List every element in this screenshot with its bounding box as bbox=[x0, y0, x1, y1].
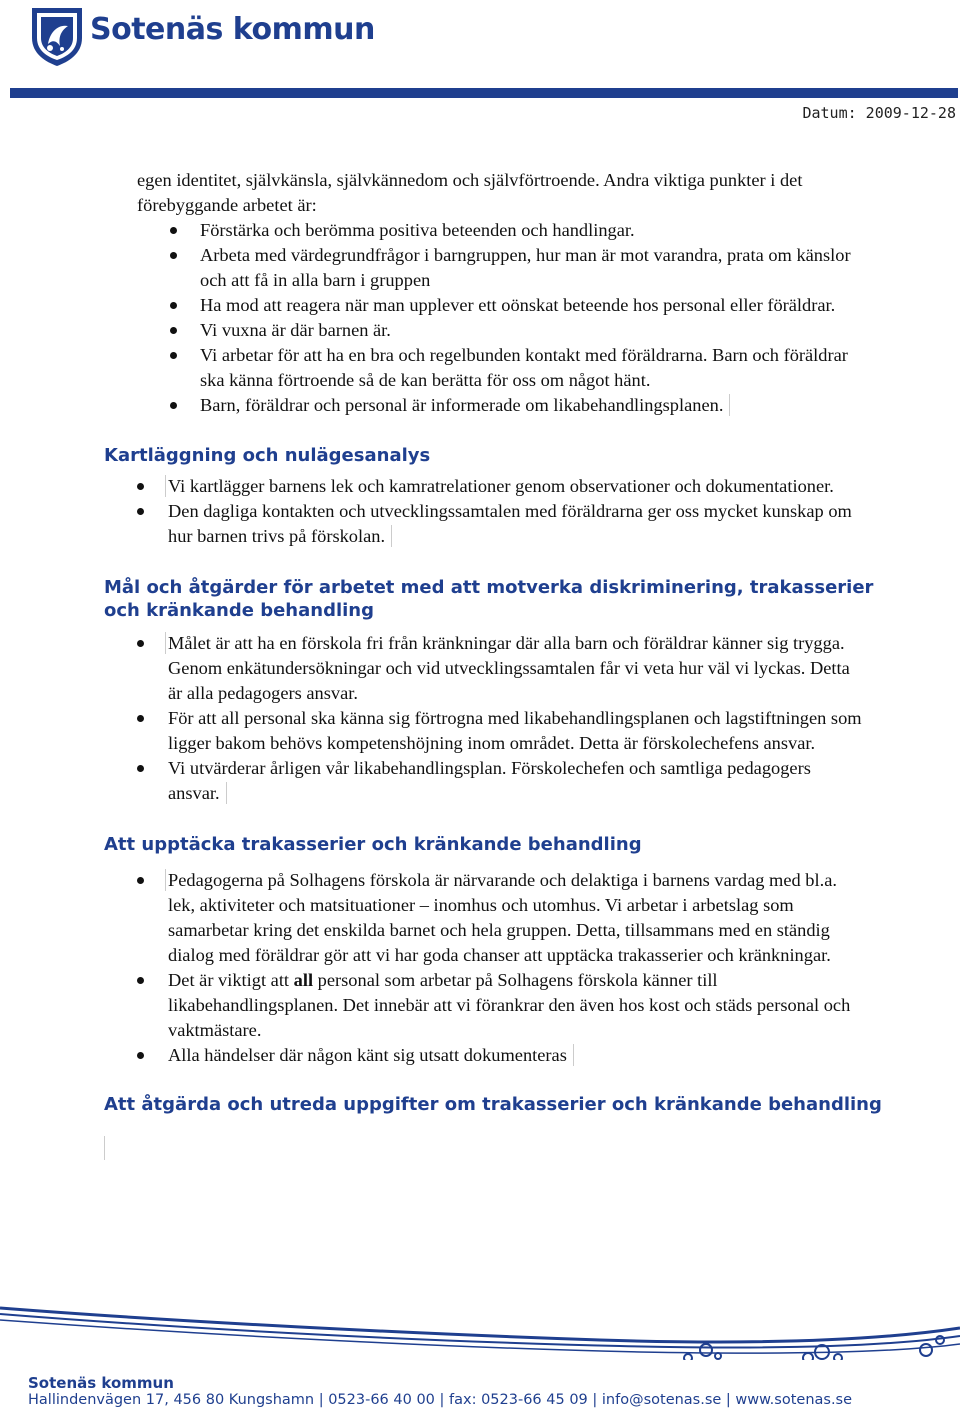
list-item bbox=[168, 631, 863, 706]
list-item: Arbeta med värdegrundfrågor i barngruppen, hur man är mot varandra, prata om känslor och att få in alla barn i gruppen bbox=[200, 243, 860, 293]
list-item-text: Vi utvärderar årligen vår likabehandlingsplan. Förskolechefen och samtliga pedagogers ansvar. bbox=[168, 758, 811, 803]
wave-bubbles-icon bbox=[0, 1300, 960, 1360]
list-item-text-before: Det är viktigt att bbox=[168, 970, 294, 990]
section-bullet-list bbox=[0, 631, 960, 806]
text-cursor-mark bbox=[573, 1044, 574, 1066]
document-date: Datum: 2009-12-28 bbox=[802, 104, 956, 122]
list-item bbox=[168, 1043, 863, 1068]
footer-contact-line: Hallindenvägen 17, 456 80 Kungshamn | 0523-66 40 00 | fax: 0523-66 45 09 | info@sotenas.se | www.sotenas.se bbox=[28, 1392, 853, 1408]
list-item: Vi vuxna är där barnen är. bbox=[200, 318, 860, 343]
list-item bbox=[168, 756, 863, 806]
list-item-text: Den dagliga kontakten och utvecklingssamtalen med föräldrarna ger oss mycket kunskap om hur barnen trivs på förskolan. bbox=[168, 501, 852, 546]
section-heading: Att upptäcka trakasserier och kränkande behandling bbox=[104, 834, 642, 855]
document-body bbox=[0, 168, 960, 1160]
list-item bbox=[168, 474, 863, 499]
intro-paragraph: egen identitet, självkänsla, självkännedom och självförtroende. Andra viktiga punkter i det förebyggande arbetet är: bbox=[137, 170, 803, 215]
text-cursor-mark bbox=[729, 394, 730, 416]
header-divider bbox=[10, 88, 958, 98]
list-item-text: Barn, föräldrar och personal är informerade om likabehandlingsplanen. bbox=[200, 395, 724, 415]
list-item bbox=[168, 868, 863, 968]
list-item: Förstärka och berömma positiva beteenden och handlingar. bbox=[200, 218, 860, 243]
section-bullet-list bbox=[0, 868, 960, 1068]
list-item-text: Målet är att ha en förskola fri från kränkningar där alla barn och föräldrar känner sig trygga. Genom enkätundersökningar och vid utvecklingssamtalen får vi veta hur väl vi lyckas. Detta är alla pedagogers ansvar. bbox=[168, 633, 850, 703]
section-heading: Att åtgärda och utreda uppgifter om trakasserier och kränkande behandling bbox=[104, 1094, 882, 1115]
text-cursor-mark bbox=[165, 475, 166, 497]
list-item: För att all personal ska känna sig förtrogna med likabehandlingsplanen och lagstiftningen som ligger bakom behövs kompetenshöjning inom området. Detta är förskolechefens ansvar. bbox=[168, 706, 863, 756]
list-item-text: Vi kartlägger barnens lek och kamratrelationer genom observationer och dokumentationer. bbox=[168, 476, 834, 496]
list-item-text: Pedagogerna på Solhagens förskola är närvarande och delaktiga i barnens vardag med bl.a. lek, aktiviteter och matsituationer – inomhus och utomhus. Vi arbetar i arbetslag som samarbetar kring det enskilda barnet och hela gruppen. Detta, tillsammans med en ständig dialog med föräldrar gör att vi har goda chanser att upptäcka trakasserier och kränkningar. bbox=[168, 870, 837, 965]
footer-organization-name: Sotenäs kommun bbox=[28, 1374, 174, 1392]
list-item bbox=[168, 499, 863, 549]
text-cursor-mark bbox=[391, 525, 392, 547]
section-heading: Mål och åtgärder för arbetet med att motverka diskriminering, trakasserier och kränkande behandling bbox=[104, 577, 874, 621]
intro-bullet-list bbox=[0, 218, 960, 418]
text-cursor-mark bbox=[104, 1136, 105, 1160]
text-cursor-mark bbox=[165, 632, 166, 654]
list-item bbox=[200, 393, 860, 418]
section-bullet-list bbox=[0, 474, 960, 549]
text-cursor-mark bbox=[226, 782, 227, 804]
section-heading: Kartläggning och nulägesanalys bbox=[104, 445, 431, 466]
seal-with-shield-icon bbox=[28, 4, 86, 68]
list-item: Vi arbetar för att ha en bra och regelbunden kontakt med föräldrarna. Barn och föräldrar ska känna förtroende så de kan berätta för oss om något hänt. bbox=[200, 343, 860, 393]
list-item-text: Alla händelser där någon känt sig utsatt dokumenteras bbox=[168, 1045, 567, 1065]
list-item bbox=[168, 968, 863, 1043]
emphasis-text: all bbox=[293, 970, 314, 990]
list-item-text-after: personal som arbetar på Solhagens förskola känner till likabehandlingsplanen. Det innebär att vi förankrar den även hos kost och städs personal och vaktmästare. bbox=[168, 970, 851, 1040]
organization-name: Sotenäs kommun bbox=[90, 12, 375, 47]
list-item: Ha mod att reagera när man upplever ett oönskat beteende hos personal eller föräldrar. bbox=[200, 293, 860, 318]
text-cursor-mark bbox=[165, 869, 166, 891]
